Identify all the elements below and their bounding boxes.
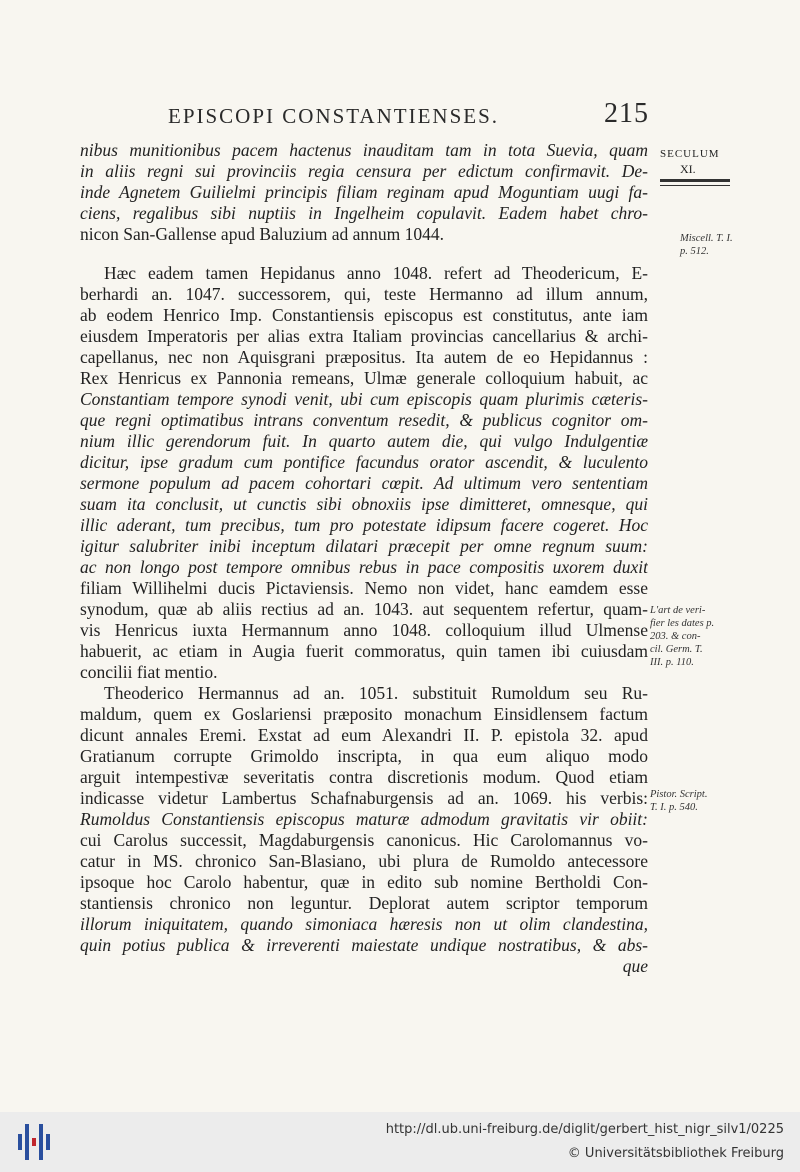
text-line: nibus munitionibus pacem hactenus inauditam tam in tota Suevia, quam (80, 140, 648, 160)
text-line: suam ita conclusit, ut cunctis sibi obnoxiis ipse dimitteret, omnesque, qui (80, 494, 648, 514)
text-line: filiam Willihelmi ducis Pictaviensis. Nemo non videt, hanc eamdem esse (80, 578, 648, 598)
copyright-text: © Universitätsbibliothek Freiburg (567, 1146, 784, 1161)
text-line: arguit intempestivæ severitatis contra discretionis modum. Quod etiam (80, 767, 648, 787)
margin-seculum: SECULUM (660, 148, 720, 160)
text-line: illorum iniquitatem, quando simoniaca hæresis non ut olim clandestina, (80, 914, 648, 934)
catchword: que (622, 956, 648, 976)
margin-rule (660, 179, 730, 182)
source-url-link[interactable]: http://dl.ub.uni-freiburg.de/diglit/gerbert_hist_nigr_silv1/0225 (385, 1122, 784, 1137)
text-line: illic aderant, tum precibus, tum pro potestate idipsum facere cogeret. Hoc (80, 515, 648, 535)
viewer-footer (0, 1112, 800, 1172)
margin-note-miscell: Miscell. T. I. p. 512. (680, 233, 733, 257)
body-text (80, 140, 648, 977)
text-line: ciens, regalibus sibi nuptiis in Ingelheim copulavit. Eadem habet chro- (80, 203, 648, 223)
text-line: eiusdem Imperatoris per alias extra Italiam provincias cancellarius & archi- (80, 326, 648, 346)
text-line: habuerit, ac etiam in Augia fuerit commoratus, quin tamen ibi cuiusdam (80, 641, 648, 661)
text-line: dicunt annales Eremi. Exstat ad eum Alexandri II. P. epistola 32. apud (80, 725, 648, 745)
text-line: inde Agnetem Guilielmi principis filiam reginam apud Moguntiam uugi fa- (80, 182, 648, 202)
text-line: Rumoldus Constantiensis episcopus maturæ admodum gravitatis vir obiit: (80, 809, 648, 829)
text-line: Rex Henricus ex Pannonia remeans, Ulmæ generale colloquium habuit, ac (80, 368, 648, 388)
margin-seculum-number: XI. (680, 162, 696, 176)
text-line: capellanus, nec non Aquisgrani præpositus. Ita autem de eo Hepidannus : (80, 347, 648, 367)
text-line: nium illic gerendorum fuit. In quarto autem die, qui vulgo Indulgentiæ (80, 431, 648, 451)
margin-note-art-de-verifier: L'art de veri- fier les dates p. 203. & con- cil. Germ. T. III. p. 110. (650, 605, 715, 668)
text-line: in aliis regni sui provinciis regia censura per edictum confirmavit. De- (80, 161, 648, 181)
text-line: que regni optimatibus intrans conventum resedit, & publicus cognitor om- (80, 410, 648, 430)
margin-note-pistor: Pistor. Script. T. I. p. 540. (650, 789, 708, 813)
text-line: ab eodem Henrico Imp. Constantiensis episcopus est constitutus, ante iam (80, 305, 648, 325)
text-line: dicitur, ipse gradum cum pontifice facundus orator ascendit, & luculento (80, 452, 648, 472)
text-line: nicon San-Gallense apud Baluzium ad annum 1044. (80, 224, 445, 244)
text-line: Theoderico Hermannus ad an. 1051. substituit Rumoldum seu Ru- (104, 683, 648, 703)
text-line: quin potius publica & irreverenti maiestate undique nostratibus, & abs- (80, 935, 648, 955)
running-title: EPISCOPI CONSTANTIENSES. (168, 104, 500, 128)
text-line: stantiensis chronico non leguntur. Deplorat autem scriptor temporum (80, 893, 648, 913)
text-line: Gratianum corrupte Grimoldo inscripta, in qua eum aliquo modo (80, 746, 648, 766)
margin-rule-thin (660, 185, 730, 186)
text-line: synodum, quæ ab aliis rectius ad an. 1043. aut sequentem refertur, quam- (80, 599, 648, 619)
ub-freiburg-logo-icon (14, 1120, 54, 1164)
text-line: indicasse videtur Lambertus Schafnaburgensis ad an. 1069. his verbis: (80, 788, 648, 808)
page-number: 215 (604, 98, 649, 129)
text-line: concilii fiat mentio. (80, 662, 218, 682)
text-line: sermone populum ad pacem cohortari cœpit. Ad ultimum vero sententiam (80, 473, 648, 493)
text-line: Constantiam tempore synodi venit, ubi cum episcopis quam plurimis cæteris- (80, 389, 648, 409)
text-line: igitur salubriter inibi inceptum dilatari præcepit per omne regnum suum: (80, 536, 648, 556)
text-line: berhardi an. 1047. successorem, qui, teste Hermanno ad illum annum, (80, 284, 648, 304)
text-line: Hæc eadem tamen Hepidanus anno 1048. refert ad Theodericum, E- (104, 263, 648, 283)
text-line: ipsoque hoc Carolo habentur, quæ in edito sub nomine Bertholdi Con- (80, 872, 648, 892)
text-line: maldum, quem ex Goslariensi præposito monachum Einsidlensem factum (80, 704, 648, 724)
text-line: ac non longo post tempore omnibus rebus in pace compositis uxorem duxit (80, 557, 648, 577)
text-line: catur in MS. chronico San-Blasiano, ubi plura de Rumoldo antecessore (80, 851, 648, 871)
text-line: cui Carolus successit, Magdaburgensis canonicus. Hic Carolomannus vo- (80, 830, 648, 850)
text-line: vis Henricus iuxta Hermannum anno 1048. colloquium illud Ulmense (80, 620, 648, 640)
